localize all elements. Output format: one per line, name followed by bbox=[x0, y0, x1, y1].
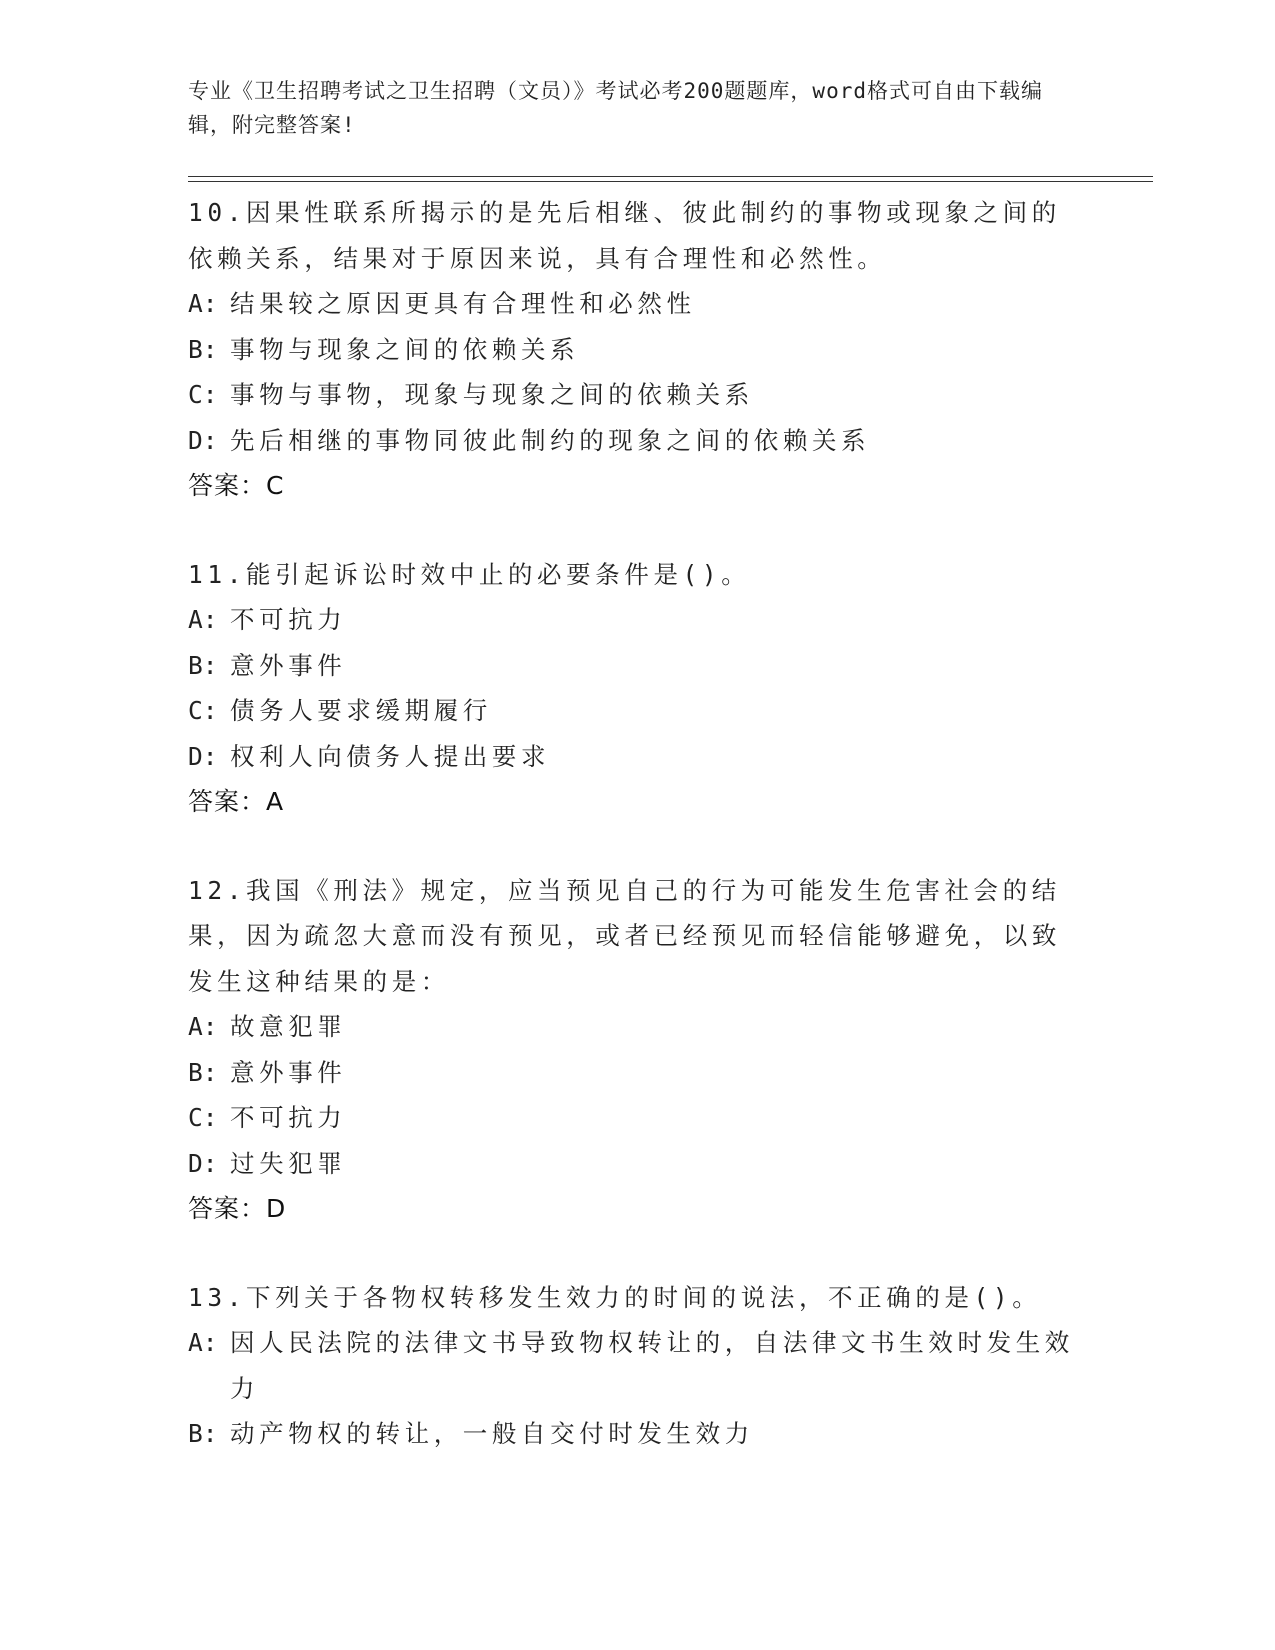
header-divider-bottom bbox=[188, 181, 1153, 182]
option-text: 债务人要求缓期履行 bbox=[230, 696, 492, 725]
option-d bbox=[188, 418, 1088, 464]
option-letter: C: bbox=[188, 1103, 218, 1132]
option-text: 事物与事物，现象与现象之间的依赖关系 bbox=[230, 380, 754, 409]
option-a bbox=[188, 281, 1088, 327]
question-11 bbox=[188, 552, 1088, 825]
option-text: 结果较之原因更具有合理性和必然性 bbox=[230, 289, 696, 318]
option-a bbox=[188, 1004, 1088, 1050]
option-text: 意外事件 bbox=[230, 650, 347, 680]
question-12 bbox=[188, 868, 1088, 1232]
option-letter: C: bbox=[188, 696, 218, 725]
option-d bbox=[188, 1141, 1088, 1187]
option-letter: C: bbox=[188, 380, 218, 409]
option-text: 因人民法院的法律文书导致物权转让的，自法律文书生效时发生效力 bbox=[230, 1328, 1074, 1403]
option-a bbox=[188, 597, 1088, 643]
option-letter: A: bbox=[188, 1328, 218, 1357]
question-stem: 12.我国《刑法》规定，应当预见自己的行为可能发生危害社会的结果，因为疏忽大意而没有预见，或者已经预见而轻信能够避免，以致发生这种结果的是： bbox=[188, 875, 1061, 996]
question-stem: 10.因果性联系所揭示的是先后相继、彼此制约的事物或现象之间的依赖关系，结果对于原因来说，具有合理性和必然性。 bbox=[188, 198, 1061, 273]
option-c bbox=[188, 688, 1088, 734]
option-b bbox=[188, 327, 1088, 373]
option-a bbox=[188, 1320, 1088, 1411]
option-letter: A: bbox=[188, 289, 218, 318]
question-13 bbox=[188, 1275, 1088, 1457]
option-text: 先后相继的事物同彼此制约的现象之间的依赖关系 bbox=[230, 425, 871, 455]
option-text: 过失犯罪 bbox=[230, 1148, 347, 1178]
document-header: 专业《卫生招聘考试之卫生招聘（文员）》考试必考200题题库，word格式可自由下载编辑，附完整答案! bbox=[188, 79, 1043, 137]
header-divider-top bbox=[188, 176, 1153, 177]
answer-line: 答案：D bbox=[188, 1194, 287, 1223]
option-text: 不可抗力 bbox=[230, 605, 347, 634]
option-letter: D: bbox=[188, 1148, 218, 1178]
option-b bbox=[188, 643, 1088, 689]
question-list bbox=[188, 190, 1088, 1500]
option-b bbox=[188, 1411, 1088, 1457]
option-letter: D: bbox=[188, 741, 218, 771]
option-text: 故意犯罪 bbox=[230, 1012, 347, 1041]
option-d bbox=[188, 734, 1088, 780]
option-letter: B: bbox=[188, 1057, 218, 1087]
option-text: 权利人向债务人提出要求 bbox=[230, 741, 551, 771]
option-b bbox=[188, 1050, 1088, 1096]
option-c bbox=[188, 372, 1088, 418]
option-c bbox=[188, 1095, 1088, 1141]
question-stem: 11.能引起诉讼时效中止的必要条件是()。 bbox=[188, 559, 751, 589]
option-letter: B: bbox=[188, 1419, 218, 1448]
answer-line: 答案：A bbox=[188, 787, 285, 816]
option-text: 意外事件 bbox=[230, 1057, 347, 1087]
option-letter: B: bbox=[188, 650, 218, 680]
option-letter: D: bbox=[188, 425, 218, 455]
question-10 bbox=[188, 190, 1088, 509]
option-text: 不可抗力 bbox=[230, 1103, 347, 1132]
option-letter: A: bbox=[188, 1012, 218, 1041]
option-text: 动产物权的转让，一般自交付时发生效力 bbox=[230, 1419, 754, 1448]
option-letter: A: bbox=[188, 605, 218, 634]
answer-line: 答案：C bbox=[188, 471, 285, 500]
question-stem: 13.下列关于各物权转移发生效力的时间的说法，不正确的是()。 bbox=[188, 1282, 1042, 1312]
option-text: 事物与现象之间的依赖关系 bbox=[230, 334, 580, 364]
option-letter: B: bbox=[188, 334, 218, 364]
